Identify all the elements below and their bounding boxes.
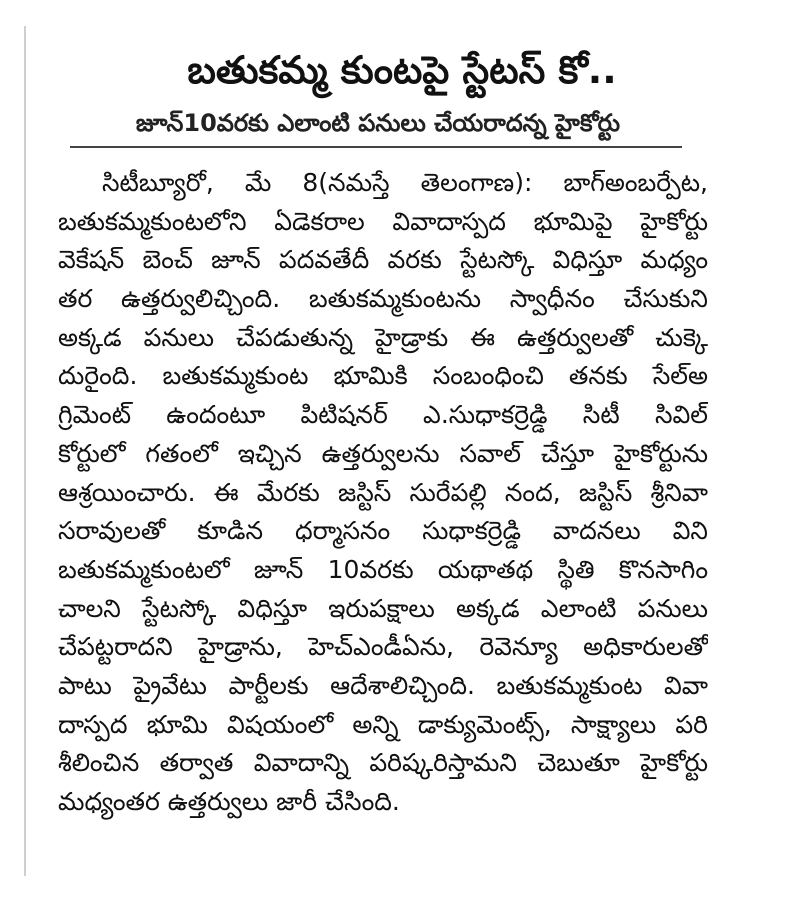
subheadline-underline (70, 146, 682, 148)
article-body (58, 164, 708, 822)
article-line: అక్కడ పనులు చేపడుతున్న హైడ్రాకు ఈ ఉత్తర్వులతో చుక్కె (58, 322, 708, 352)
article-line: పాటు ప్రైవేటు పార్టీలకు ఆదేశాలిచ్చింది. బతుకమ్మకుంట వివా (58, 670, 708, 700)
headline: బతుకమ్మ కుంటపై స్టేటస్ కో.. (187, 48, 617, 92)
article-line: బతుకమ్మకుంటలో జూన్ 10వరకు యథాతథ స్థితి కొనసాగిం (58, 554, 708, 584)
article-line: మధ్యంతర ఉత్తర్వులు జారీ చేసింది. (58, 787, 400, 816)
article-line: వెకేషన్ బెంచ్ జూన్ పదవతేదీ వరకు స్టేటస్కో విధిస్తూ మధ్యం (58, 245, 708, 275)
article-line: తర ఉత్తర్వులిచ్చింది. బతుకమ్మకుంటను స్వాధీనం చేసుకుని (58, 284, 708, 314)
article-line: దాస్పద భూమి విషయంలో అన్ని డాక్యుమెంట్స్, సాక్ష్యాలు పరి (58, 709, 708, 739)
article-line: ఆశ్రయించారు. ఈ మేరకు జస్టిస్ సురేపల్లి నంద, జస్టిస్ శ్రీనివా (58, 477, 708, 507)
article-line: చేపట్టరాదని హైడ్రాను, హెచ్ఎండీఏను, రెవెన్యూ అధికారులతో (58, 632, 708, 662)
previous-article-fragment (60, 0, 760, 8)
article-line: సరావులతో కూడిన ధర్మాసనం సుధాకర్రెడ్డి వాదనలు విని (58, 516, 708, 546)
article-line: సిటీబ్యూరో, మే 8(నమస్తే తెలంగాణ): బాగ్అంబర్పేట, (102, 168, 708, 197)
article-line: శీలించిన తర్వాత వివాదాన్ని పరిష్కరిస్తామని చెబుతూ హైకోర్టు (58, 748, 708, 778)
article-line: గ్రిమెంట్ ఉందంటూ పిటిషనర్ ఎ.సుధాకర్రెడ్డి సిటీ సివిల్ (58, 400, 708, 430)
article-line: దురైంది. బతుకమ్మకుంట భూమికి సంబంధించి తనకు సేల్అ (58, 361, 708, 391)
article-line: కోర్టులో గతంలో ఇచ్చిన ఉత్తర్వులను సవాల్ చేస్తూ హైకోర్టును (58, 438, 708, 468)
article-line: చాలని స్టేటస్కో విధిస్తూ ఇరుపక్షాలు అక్కడ ఎలాంటి పనులు (58, 593, 708, 623)
article-line: బతుకమ్మకుంటలోని ఏడెకరాల వివాదాస్పద భూమిపై హైకోర్టు (58, 206, 708, 236)
column-divider (24, 26, 26, 876)
subheadline: జూన్10వరకు ఎలాంటి పనులు చేయరాదన్న హైకోర్టు (135, 109, 621, 137)
